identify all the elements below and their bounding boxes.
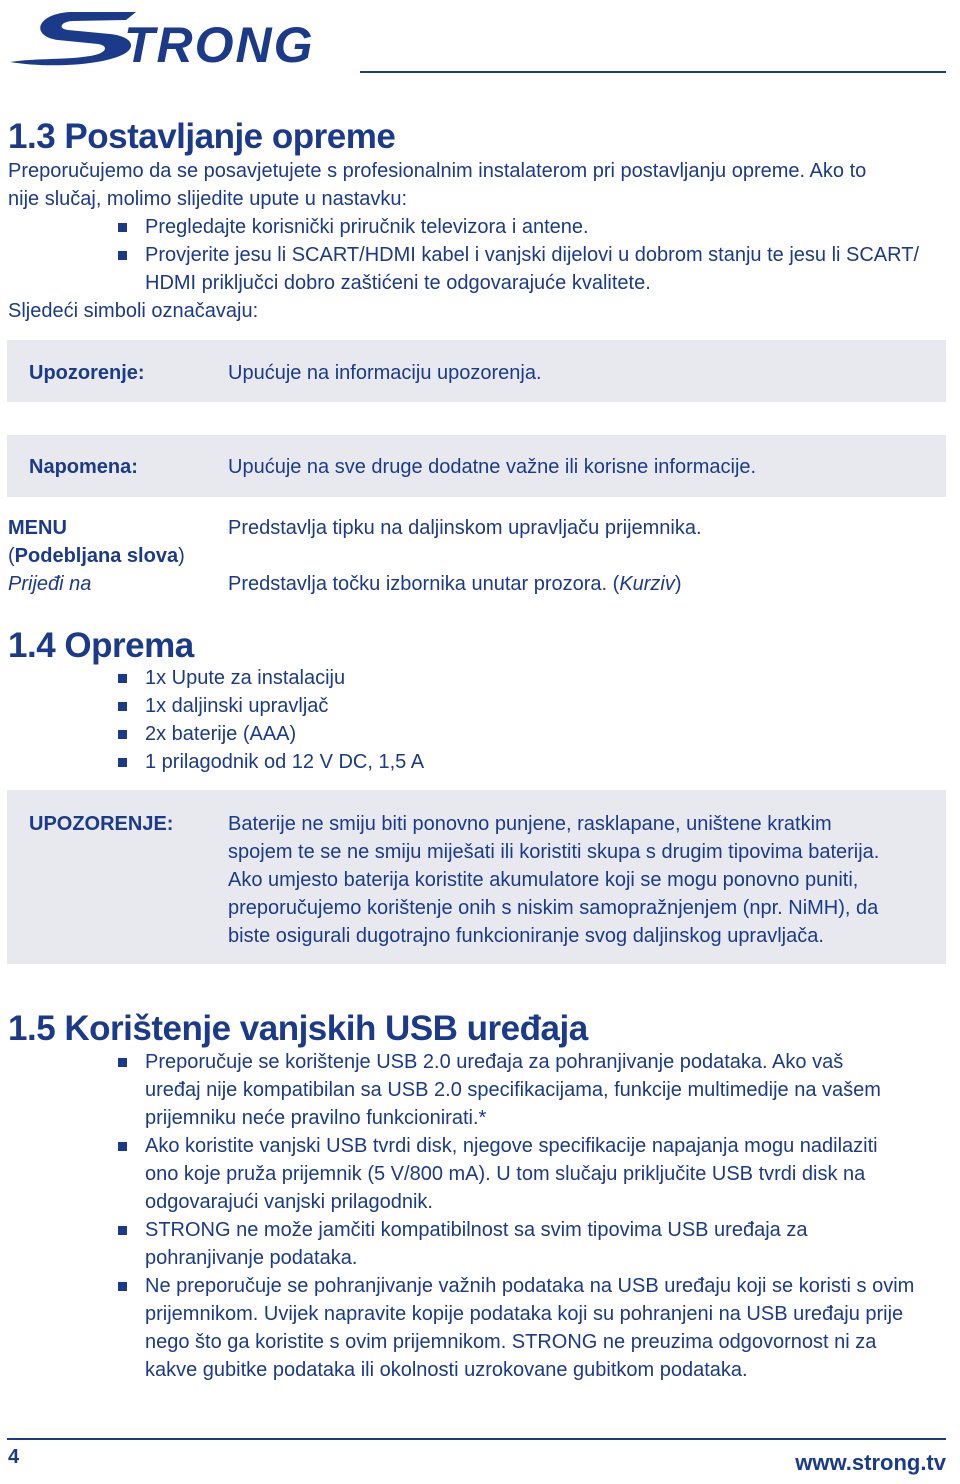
bullet-square-icon — [118, 702, 127, 711]
setup-bullet-list — [118, 213, 919, 297]
bullet-square-icon — [118, 251, 127, 260]
bullet-square-icon — [118, 223, 127, 232]
battery-warning-box — [7, 790, 946, 964]
usb-bullet-list — [118, 1048, 914, 1384]
italic-label: Prijeđi na — [8, 573, 92, 595]
italic-description: Predstavlja točku izbornika unutar prozora. (Kurziv) — [228, 573, 682, 595]
bullet-square-icon — [118, 674, 127, 683]
section-title-1-3: 1.3 Postavljanje opreme — [8, 117, 396, 156]
bullet-square-icon — [118, 1226, 127, 1235]
header-divider — [360, 71, 946, 73]
list-item: 1 prilagodnik od 12 V DC, 1,5 A — [118, 748, 424, 776]
equipment-list — [118, 664, 424, 776]
note-label: Napomena: — [29, 456, 138, 478]
intro-line-1: Preporučujemo da se posavjetujete s profesionalnim instalaterom pri postavljanju opreme. Ako to — [8, 160, 867, 182]
bullet-square-icon — [118, 730, 127, 739]
battery-warning-label: UPOZORENJE: — [29, 813, 174, 835]
website-link[interactable]: www.strong.tv — [795, 1450, 946, 1475]
bullet-square-icon — [118, 1282, 127, 1291]
list-item: Ako koristite vanjski USB tvrdi disk, njegove specifikacije napajanja mogu nadilaziti ono koje pruža prijemnik (5 V/800 mA). U tom slučaju priključite USB tvrdi disk na odgovarajući vanjski prilagodnik. — [118, 1132, 914, 1216]
symbols-intro: Sljedeći simboli označavaju: — [8, 300, 259, 322]
logo-text: TRONG — [124, 17, 311, 70]
section-title-1-4: 1.4 Oprema — [8, 626, 194, 665]
page-number: 4 — [8, 1446, 20, 1468]
intro-line-2: nije slučaj, molimo slijedite upute u nastavku: — [8, 188, 408, 210]
note-description: Upućuje na sve druge dodatne važne ili korisne informacije. — [228, 456, 757, 478]
battery-warning-text: Baterije ne smiju biti ponovno punjene, rasklapane, uništene kratkim spojem te se ne smiju miješati ili koristiti skupa s drugim tipovima baterija. Ako umjesto baterija koristite akumulatore koji se mogu ponovno puniti, preporučujemo korištenje onih s niskim samopražnjenjem (npr. NiMH), da biste osigurali dugotrajno funkcioniranje svog daljinskog upravljača. — [228, 813, 880, 947]
section-title-1-5: 1.5 Korištenje vanjskih USB uređaja — [8, 1009, 588, 1048]
warning-symbol-box — [7, 340, 946, 402]
list-item: Pregledajte korisnički priručnik televizora i antene. — [118, 213, 919, 241]
list-item: Preporučuje se korištenje USB 2.0 uređaja za pohranjivanje podataka. Ako vaš uređaj nije kompatibilan sa USB 2.0 specifikacijama, funkcije multimedije na vašem prijemniku neće pravilno funkcionirati.* — [118, 1048, 914, 1132]
warning-label: Upozorenje: — [29, 362, 145, 384]
bullet-square-icon — [118, 758, 127, 767]
list-item: 1x daljinski upravljač — [118, 692, 424, 720]
list-item: 1x Upute za instalaciju — [118, 664, 424, 692]
list-item: Ne preporučuje se pohranjivanje važnih podataka na USB uređaju koji se koristi s ovim prijemnikom. Uvijek napravite kopije podataka koji su pohranjeni na USB uređaju prije nego što ga koristite s ovim prijemnikom. STRONG ne preuzima odgovornost ni za kakve gubitke podataka ili okolnosti uzrokovane gubitkom podataka. — [118, 1272, 914, 1384]
list-item: STRONG ne može jamčiti kompatibilnost sa svim tipovima USB uređaja za pohranjivanje podataka. — [118, 1216, 914, 1272]
footer-divider — [7, 1438, 946, 1440]
bullet-square-icon — [118, 1058, 127, 1067]
list-item: 2x baterije (AAA) — [118, 720, 424, 748]
menu-label: MENU — [8, 517, 67, 539]
bullet-square-icon — [118, 1142, 127, 1151]
note-symbol-box — [7, 435, 946, 497]
warning-description: Upućuje na informaciju upozorenja. — [228, 362, 542, 384]
bold-font-note: (Podebljana slova) — [8, 545, 185, 567]
menu-description: Predstavlja tipku na daljinskom upravljaču prijemnika. — [228, 517, 702, 539]
list-item: Provjerite jesu li SCART/HDMI kabel i vanjski dijelovi u dobrom stanju te jesu li SCART/ HDMI priključci dobro zaštićeni te odgovarajuće kvalitete. — [118, 241, 919, 297]
strong-logo — [6, 8, 311, 70]
